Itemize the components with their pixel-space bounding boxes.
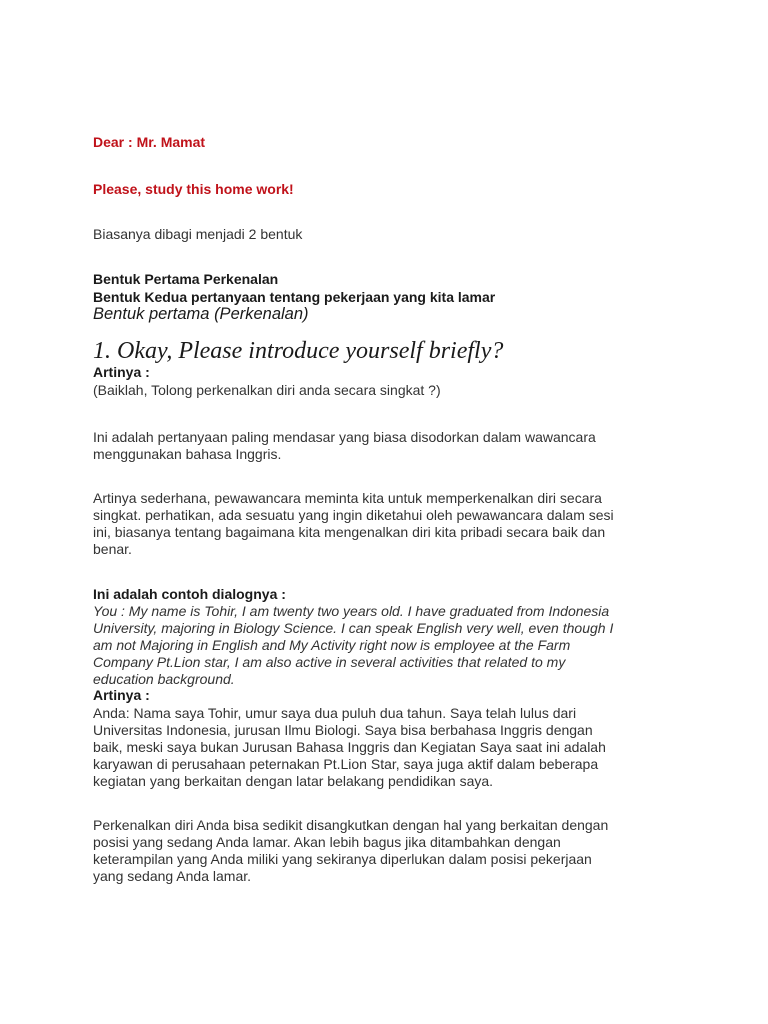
paragraph-line: singkat. perhatikan, ada sesuatu yang ingin diketahui oleh pewawancara dalam sesi bbox=[93, 507, 614, 523]
paragraph-line: benar. bbox=[93, 541, 132, 557]
intro-text: Biasanya dibagi menjadi 2 bentuk bbox=[93, 226, 303, 242]
dialog-line: University, majoring in Biology Science. I can speak English very well, even though I bbox=[93, 620, 614, 636]
question-heading: 1. Okay, Please introduce yourself briefly? bbox=[93, 338, 504, 364]
question-translation: (Baiklah, Tolong perkenalkan diri anda secara singkat ?) bbox=[93, 382, 441, 398]
paragraph-line: Ini adalah pertanyaan paling mendasar yang biasa disodorkan dalam wawancara bbox=[93, 429, 596, 445]
dialog-line: Universitas Indonesia, jurusan Ilmu Biologi. Saya bisa berbahasa Inggris dengan bbox=[93, 722, 593, 738]
paragraph-line: keterampilan yang Anda miliki yang sekiranya diperlukan dalam posisi pekerjaan bbox=[93, 851, 592, 867]
paragraph-1 bbox=[93, 429, 596, 463]
dialog-line: am not Majoring in English and My Activity right now is employee at the Farm bbox=[93, 637, 571, 653]
form-item-1: Bentuk Pertama Perkenalan bbox=[93, 271, 279, 287]
dialog-line: kegiatan yang berkaitan dengan latar belakang pendidikan saya. bbox=[93, 773, 494, 789]
instruction: Please, study this home work! bbox=[93, 181, 294, 197]
paragraph-line: Perkenalkan diri Anda bisa sedikit disangkutkan dengan hal yang berkaitan dengan bbox=[93, 817, 609, 833]
dialog-line: karyawan di perusahaan peternakan Pt.Lion Star, saya juga aktif dalam beberapa bbox=[93, 756, 599, 772]
dialog-line: education background. bbox=[93, 671, 235, 687]
section-title: Bentuk pertama (Perkenalan) bbox=[93, 305, 309, 323]
paragraph-2 bbox=[93, 490, 614, 558]
form-item-2: Bentuk Kedua pertanyaan tentang pekerjaan yang kita lamar bbox=[93, 289, 496, 305]
paragraph-line: Artinya sederhana, pewawancara meminta kita untuk memperkenalkan diri secara bbox=[93, 490, 602, 506]
paragraph-line: yang sedang Anda lamar. bbox=[93, 868, 252, 884]
dialog-line: You : My name is Tohir, I am twenty two years old. I have graduated from Indonesia bbox=[93, 603, 610, 619]
paragraph-3 bbox=[93, 817, 608, 885]
paragraph-line: menggunakan bahasa Inggris. bbox=[93, 446, 282, 462]
dialog-line: baik, meski saya bukan Jurusan Bahasa Inggris dan Kegiatan Saya saat ini adalah bbox=[93, 739, 606, 755]
paragraph-line: posisi yang sedang Anda lamar. Akan lebih bagus jika ditambahkan dengan bbox=[93, 834, 561, 850]
dialog-line: Company Pt.Lion star, I am also active in several activities that related to my bbox=[93, 654, 566, 670]
greeting: Dear : Mr. Mamat bbox=[93, 134, 206, 150]
paragraph-line: ini, biasanya tentang bagaimana kita mengenalkan diri kita pribadi secara baik dan bbox=[93, 524, 606, 540]
dialog-english bbox=[93, 603, 613, 688]
meaning-label: Artinya : bbox=[93, 364, 150, 380]
dialog-label: Ini adalah contoh dialognya : bbox=[93, 586, 286, 602]
meaning-label-2: Artinya : bbox=[93, 687, 150, 703]
dialog-indonesian bbox=[93, 705, 606, 790]
dialog-line: Anda: Nama saya Tohir, umur saya dua puluh dua tahun. Saya telah lulus dari bbox=[93, 705, 577, 721]
